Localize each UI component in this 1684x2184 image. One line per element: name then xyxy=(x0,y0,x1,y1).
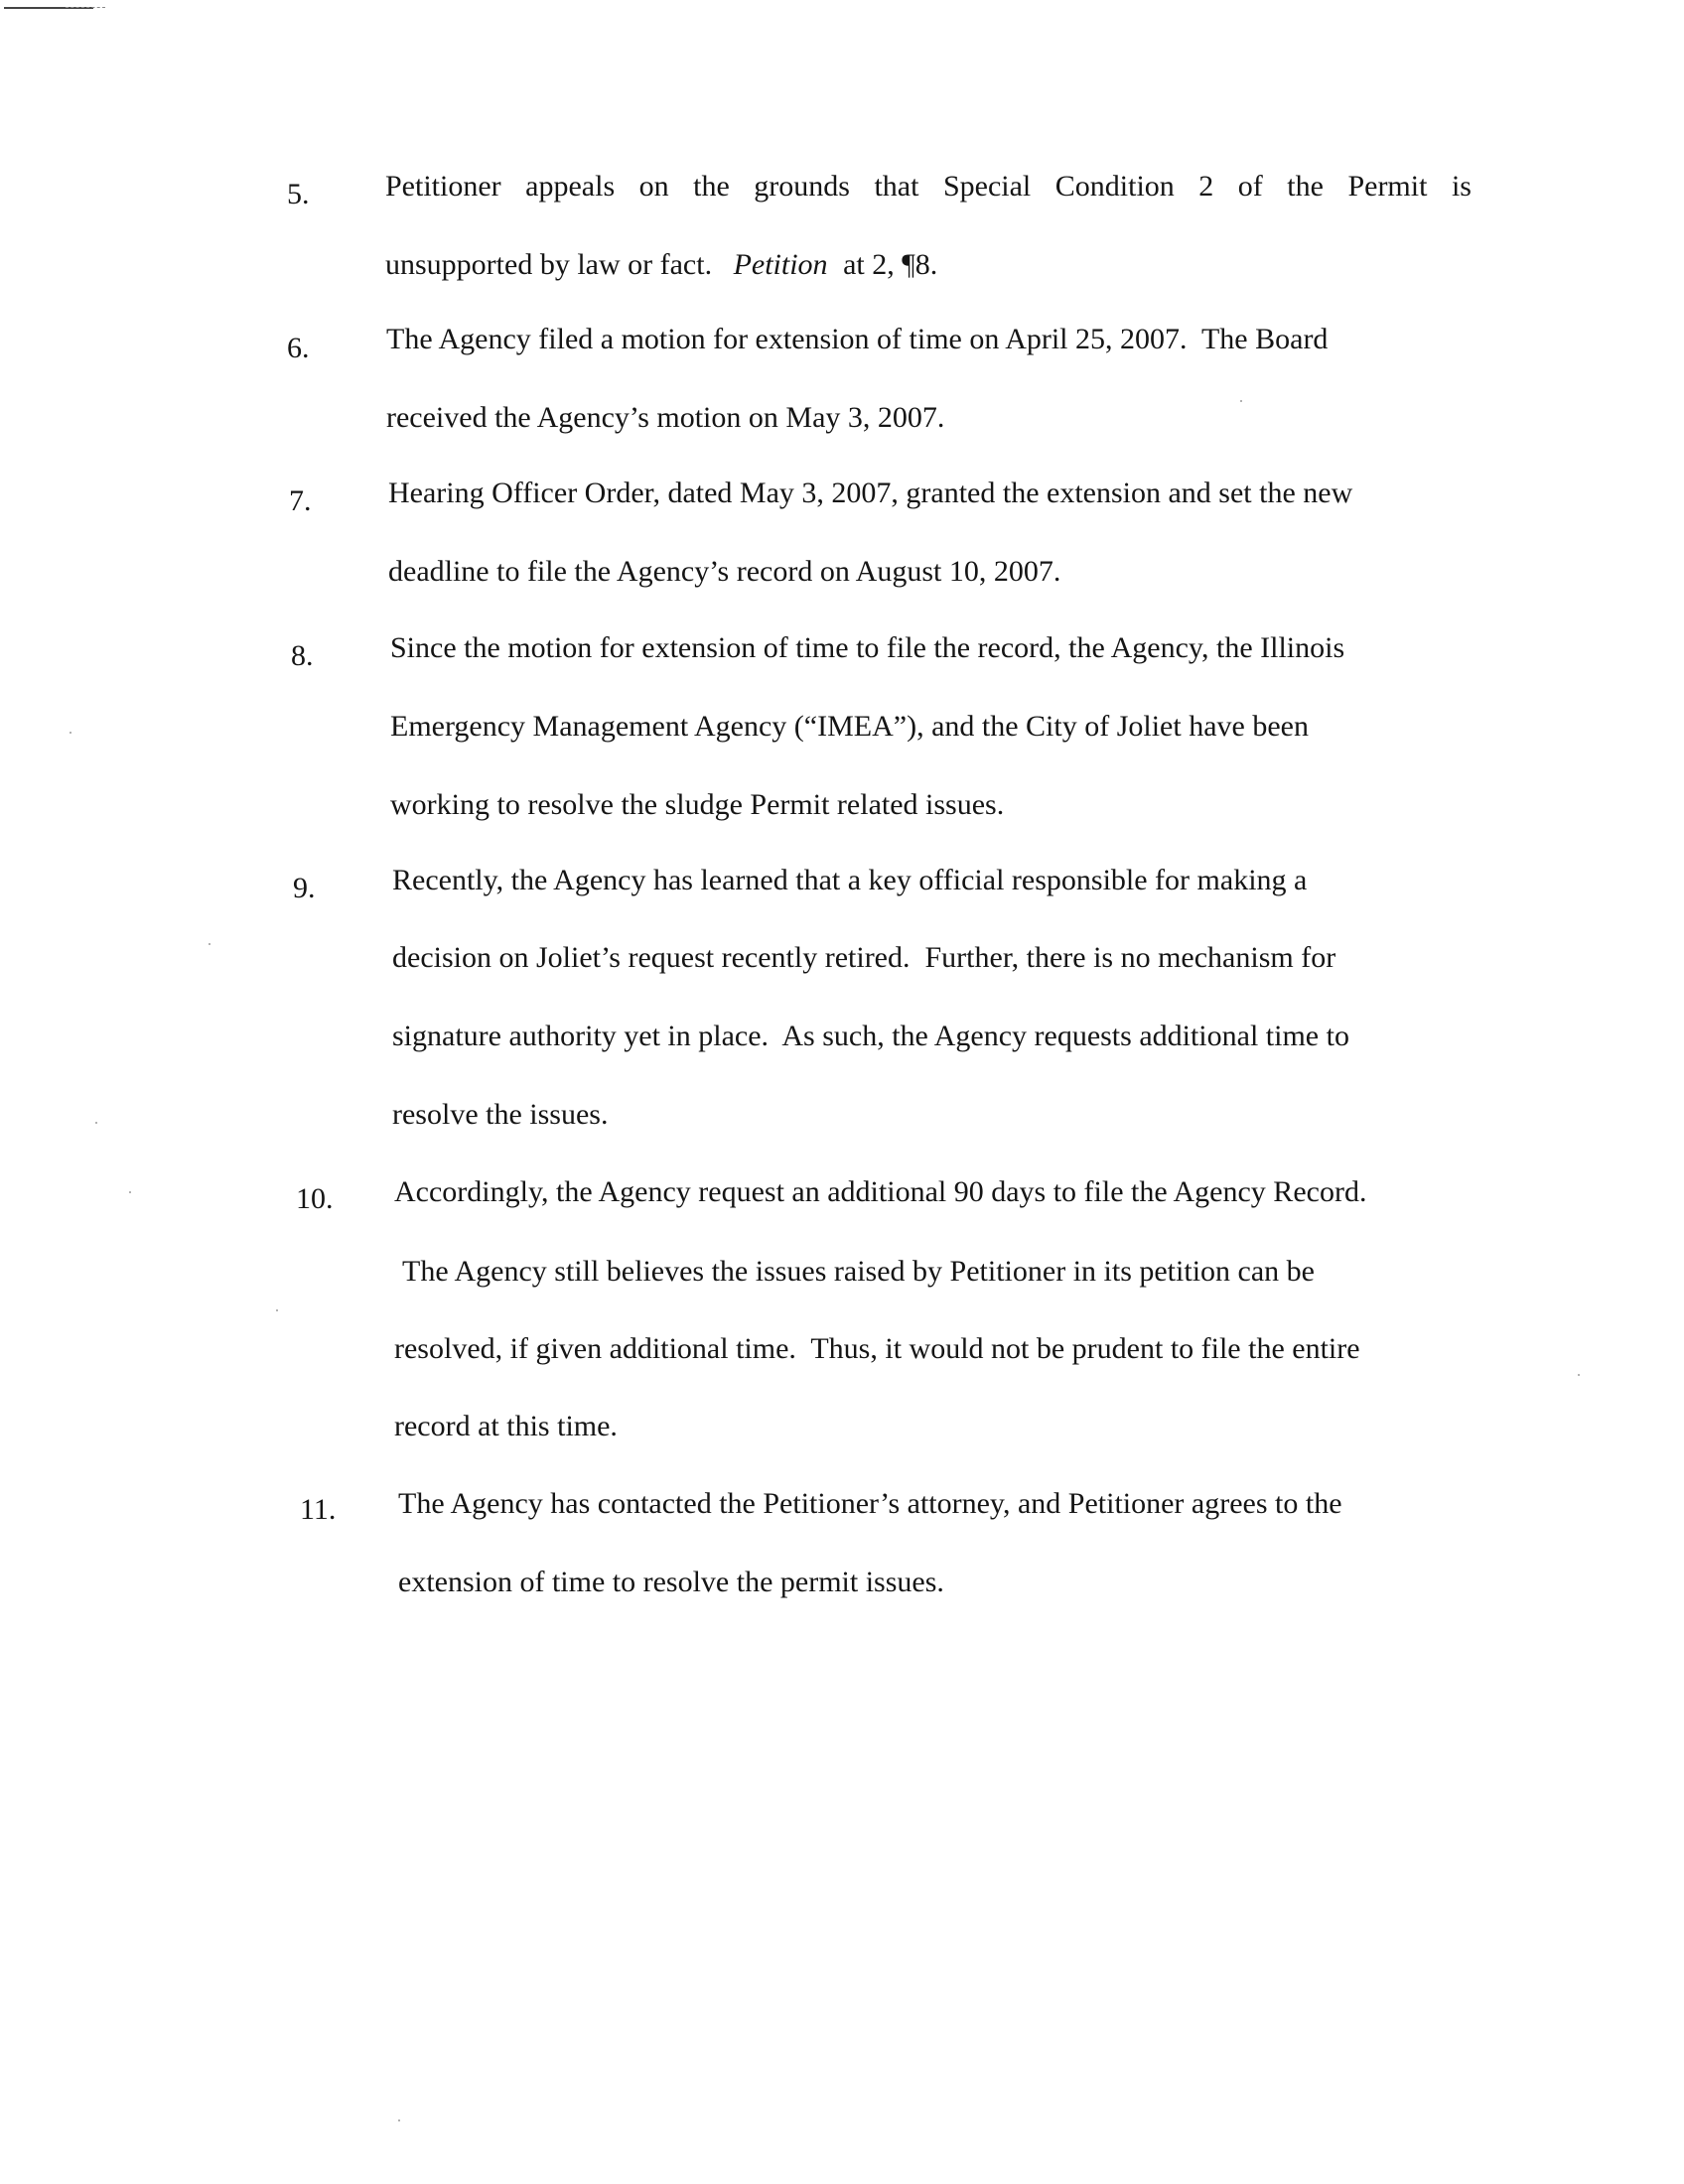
paragraph-line: deadline to file the Agency’s record on August 10, 2007. xyxy=(388,555,1061,588)
word: grounds xyxy=(754,170,850,203)
paragraph-line: extension of time to resolve the permit issues. xyxy=(398,1566,944,1598)
scan-edge-mark xyxy=(4,7,93,9)
paragraph-number: 6. xyxy=(287,332,310,364)
scan-speck xyxy=(209,943,210,945)
paragraph-line: record at this time. xyxy=(394,1410,618,1442)
paragraph-line: Accordingly, the Agency request an additional 90 days to file the Agency Record. xyxy=(394,1175,1367,1208)
paragraph-line: Recently, the Agency has learned that a key official responsible for making a xyxy=(392,864,1308,896)
word: the xyxy=(1287,170,1324,203)
word: Petitioner xyxy=(385,170,501,203)
scan-speck xyxy=(276,1309,278,1311)
paragraph-line: The Agency still believes the issues raised by Petitioner in its petition can be xyxy=(402,1255,1315,1288)
word: Permit xyxy=(1347,170,1428,203)
paragraph-number: 11. xyxy=(300,1493,337,1526)
word: appeals xyxy=(525,170,616,203)
scan-speck xyxy=(398,2119,400,2121)
paragraph-line: resolve the issues. xyxy=(392,1098,609,1131)
word: Condition xyxy=(1054,170,1175,203)
paragraph-number: 7. xyxy=(289,484,312,517)
scan-speck xyxy=(95,1122,97,1124)
paragraph-line: The Agency has contacted the Petitioner’s attorney, and Petitioner agrees to the xyxy=(398,1487,1342,1520)
paragraph-line: Emergency Management Agency (“IMEA”), and the City of Joliet have been xyxy=(390,710,1309,743)
word: that xyxy=(874,170,919,203)
paragraph-number: 9. xyxy=(293,872,316,904)
paragraph-line: working to resolve the sludge Permit related issues. xyxy=(390,788,1005,821)
word: of xyxy=(1237,170,1263,203)
word: Special xyxy=(942,170,1032,203)
word: on xyxy=(638,170,669,203)
paragraph-line: resolved, if given additional time. Thus, it would not be prudent to file the entire xyxy=(394,1332,1360,1365)
paragraph-number: 8. xyxy=(291,639,314,672)
scan-speck xyxy=(1578,1374,1580,1376)
paragraph-line: received the Agency’s motion on May 3, 2007. xyxy=(386,401,945,434)
citation-lead-text: unsupported by law or fact. xyxy=(385,248,713,281)
paragraph-line: The Agency filed a motion for extension of time on April 25, 2007. The Board xyxy=(386,323,1329,355)
paragraph-number: 10. xyxy=(296,1182,334,1215)
paragraph-line: signature authority yet in place. As such, the Agency requests additional time to xyxy=(392,1020,1349,1052)
scan-speck xyxy=(1240,400,1242,402)
word: is xyxy=(1451,170,1472,203)
citation-pinpoint: at 2, ¶8. xyxy=(843,248,938,281)
paragraph-line: decision on Joliet’s request recently retired. Further, there is no mechanism for xyxy=(392,941,1336,974)
paragraph-line: Hearing Officer Order, dated May 3, 2007, granted the extension and set the new xyxy=(388,477,1353,509)
word: the xyxy=(693,170,730,203)
paragraph-line xyxy=(385,250,937,280)
paragraph-line: Since the motion for extension of time to file the record, the Agency, the Illinois xyxy=(390,631,1345,664)
scan-speck xyxy=(70,732,71,734)
paragraph-line xyxy=(385,172,1472,202)
paragraph-number: 5. xyxy=(287,178,310,210)
word: 2 xyxy=(1198,170,1214,203)
petition-citation: Petition xyxy=(733,248,828,281)
scan-speck xyxy=(129,1191,131,1193)
